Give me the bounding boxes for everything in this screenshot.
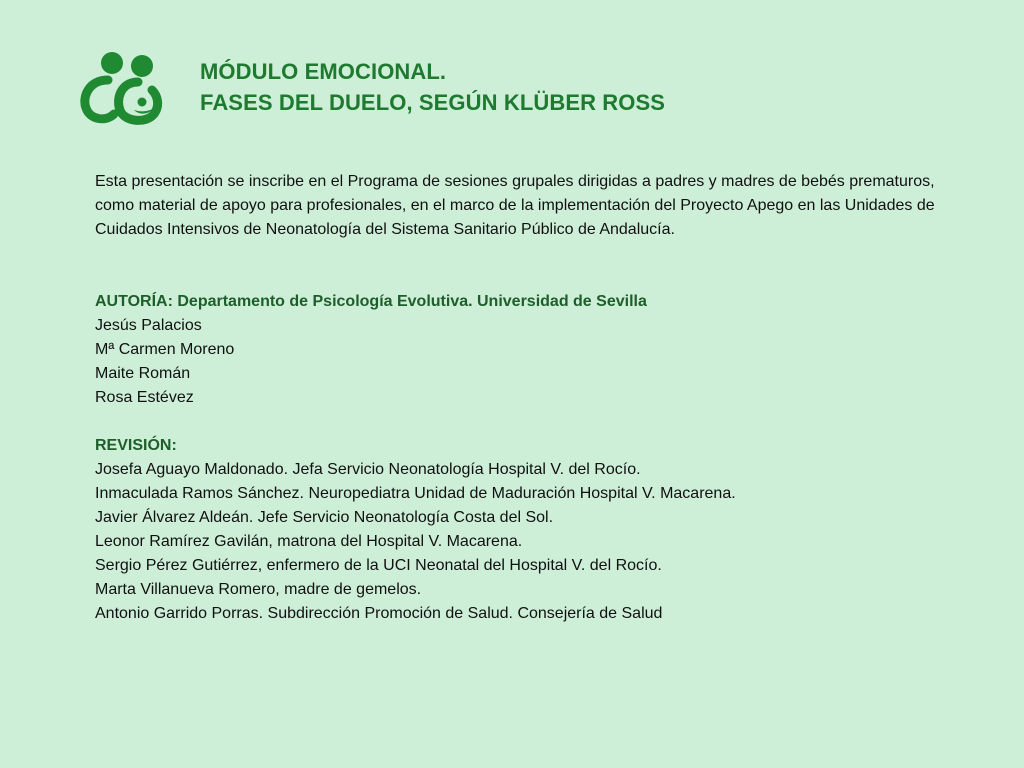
authorship-section (95, 290, 975, 410)
reviewer-entry: Inmaculada Ramos Sánchez. Neuropediatra Unidad de Maduración Hospital V. Macarena. (95, 485, 736, 502)
reviewer-entry: Sergio Pérez Gutiérrez, enfermero de la UCI Neonatal del Hospital V. del Rocío. (95, 557, 662, 574)
review-heading: REVISIÓN: (95, 437, 177, 454)
slide-title (200, 56, 665, 118)
author-name: Jesús Palacios (95, 317, 202, 334)
reviewer-entry: Antonio Garrido Porras. Subdirección Promoción de Salud. Consejería de Salud (95, 605, 663, 622)
reviewer-entry: Marta Villanueva Romero, madre de gemelos. (95, 581, 422, 598)
review-section (95, 434, 975, 626)
title-line-1: MÓDULO EMOCIONAL. (200, 59, 447, 84)
reviewer-entry: Josefa Aguayo Maldonado. Jefa Servicio Neonatología Hospital V. del Rocío. (95, 461, 641, 478)
reviewer-entry: Leonor Ramírez Gavilán, matrona del Hospital V. Macarena. (95, 533, 523, 550)
reviewer-entry: Javier Álvarez Aldeán. Jefe Servicio Neonatología Costa del Sol. (95, 509, 554, 526)
title-line-2: FASES DEL DUELO, SEGÚN KLÜBER ROSS (200, 90, 666, 115)
author-name: Rosa Estévez (95, 389, 194, 406)
slide-content (95, 170, 975, 626)
parents-baby-logo-icon (80, 50, 170, 126)
author-name: Maite Román (95, 365, 191, 382)
intro-paragraph: Esta presentación se inscribe en el Programa de sesiones grupales dirigidas a padres y madres de bebés prematuros, como material de apoyo para profesionales, en el marco de la implementación del Proyecto Apego en las Unidades de Cuidados Intensivos de Neonatología del Sistema Sanitario Público de Andalucía. (95, 173, 935, 238)
author-name: Mª Carmen Moreno (95, 341, 235, 358)
authorship-heading: AUTORÍA: Departamento de Psicología Evolutiva. Universidad de Sevilla (95, 293, 647, 310)
